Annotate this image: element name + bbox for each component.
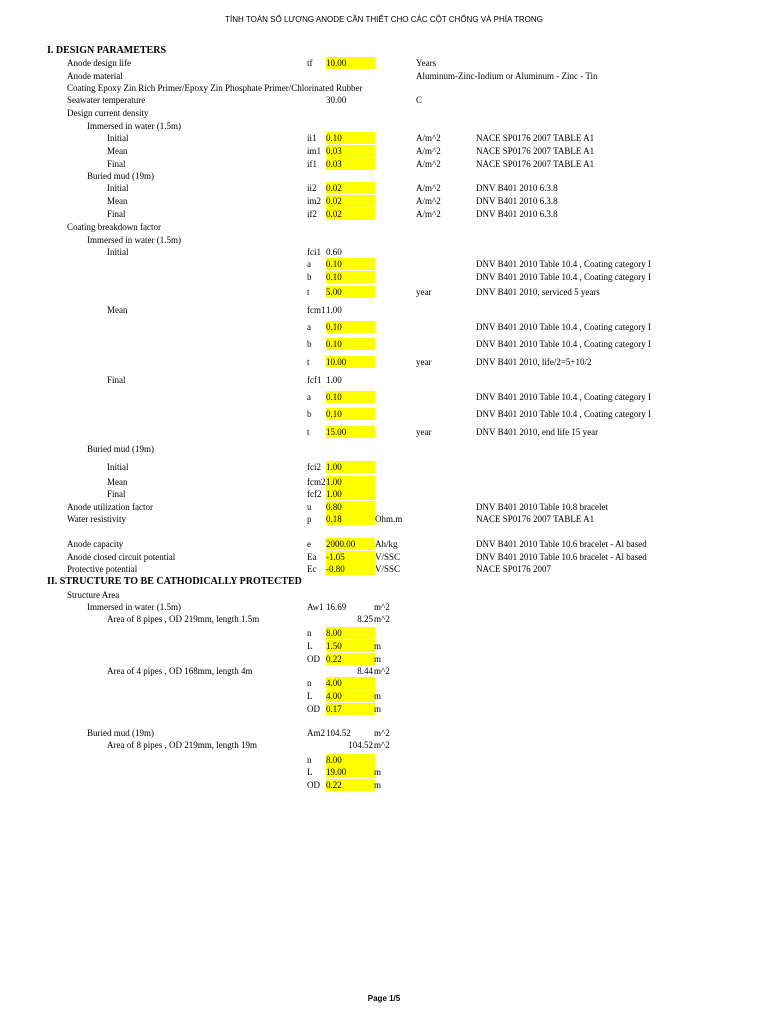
parameter-symbol: L xyxy=(307,691,313,701)
reference-cell: DNV B401 2010 6.3.8 xyxy=(476,196,558,206)
input-value-cell: 0.02 xyxy=(326,208,375,220)
parameter-label: Seawater temperature xyxy=(67,95,146,105)
parameter-row xyxy=(0,221,768,233)
input-value-cell: 4.00 xyxy=(326,677,375,689)
parameter-row xyxy=(0,513,768,525)
input-value-cell: 0.02 xyxy=(326,195,375,207)
parameter-label: Structure Area xyxy=(67,590,120,600)
reference-cell: DNV B401 2010 Table 10.8 bracelet xyxy=(476,502,609,512)
unit-cell: year xyxy=(416,427,432,437)
parameter-label: Immersed in water (1.5m) xyxy=(87,121,181,131)
unit-cell: m xyxy=(374,654,382,664)
input-value-cell: 2000.00 xyxy=(326,538,375,550)
parameter-label: Coating Epoxy Zin Rich Primer/Epoxy Zin Phosphate Primer/Chlorinated Rubber xyxy=(67,83,363,93)
unit-cell: A/m^2 xyxy=(416,146,441,156)
parameter-label: Initial xyxy=(107,133,129,143)
input-value-cell: 10.00 xyxy=(326,356,375,368)
parameter-label: Area of 8 pipes , OD 219mm, length 1.5m xyxy=(107,614,260,624)
input-value-cell: 8.00 xyxy=(326,627,375,639)
parameter-symbol: OD xyxy=(307,654,320,664)
input-value-cell: 1.00 xyxy=(326,461,375,473)
input-value-cell: -1.05 xyxy=(326,551,375,563)
parameter-row xyxy=(0,356,768,368)
parameter-label: Initial xyxy=(107,247,129,257)
section-heading: I. DESIGN PARAMETERS xyxy=(47,45,166,56)
parameter-symbol: t xyxy=(307,427,310,437)
unit-cell: year xyxy=(416,357,432,367)
unit-cell: m^2 xyxy=(374,740,390,750)
unit-cell: m xyxy=(374,641,382,651)
parameter-row xyxy=(0,82,768,94)
parameter-symbol: fcm2 xyxy=(307,477,326,487)
parameter-row xyxy=(0,426,768,438)
parameter-symbol: Aw1 xyxy=(307,602,324,612)
unit-cell: m xyxy=(374,780,382,790)
input-value-cell: 1.00 xyxy=(326,488,375,500)
reference-cell: DNV B401 2010 Table 10.4 , Coating category I xyxy=(476,392,652,402)
parameter-row xyxy=(0,665,768,677)
unit-cell: m^2 xyxy=(374,602,390,612)
input-value-cell: 0.10 xyxy=(326,258,375,270)
reference-cell: NACE SP0176 2007 TABLE A1 xyxy=(476,146,595,156)
reference-cell: DNV B401 2010 Table 10.4 , Coating category I xyxy=(476,272,652,282)
input-value-cell: 0.80 xyxy=(326,501,375,513)
unit-cell: m xyxy=(374,691,382,701)
parameter-row xyxy=(0,321,768,333)
parameter-label: Buried mud (19m) xyxy=(87,728,154,738)
parameter-label: Immersed in water (1.5m) xyxy=(87,602,181,612)
parameter-symbol: a xyxy=(307,322,311,332)
parameter-row xyxy=(0,374,768,386)
input-value-cell: 0.18 xyxy=(326,513,375,525)
input-value-cell: 8.00 xyxy=(326,754,375,766)
computed-value-cell: 104.52 xyxy=(326,728,351,738)
parameter-label: Water resistivity xyxy=(67,514,127,524)
parameter-row xyxy=(0,391,768,403)
parameter-symbol: n xyxy=(307,678,312,688)
parameter-symbol: Ec xyxy=(307,564,317,574)
input-value-cell: 0.10 xyxy=(326,391,375,403)
parameter-label: Mean xyxy=(107,146,128,156)
section-heading-row xyxy=(0,576,768,588)
parameter-symbol: Ea xyxy=(307,552,317,562)
parameter-label: Area of 4 pipes , OD 168mm, length 4m xyxy=(107,666,253,676)
parameter-label: Area of 8 pipes , OD 219mm, length 19m xyxy=(107,740,257,750)
parameter-row xyxy=(0,739,768,751)
unit-cell: m xyxy=(374,767,382,777)
parameter-label: Immersed in water (1.5m) xyxy=(87,235,181,245)
parameter-row xyxy=(0,286,768,298)
reference-cell: DNV B401 2010, end life 15 year xyxy=(476,427,599,437)
parameter-row xyxy=(0,145,768,157)
input-value-cell: 0.03 xyxy=(326,158,375,170)
unit-cell: V/SSC xyxy=(375,564,401,574)
parameter-row xyxy=(0,443,768,455)
parameter-row xyxy=(0,208,768,220)
parameter-row xyxy=(0,488,768,500)
parameter-symbol: t xyxy=(307,357,310,367)
parameter-label: Anode utilization factor xyxy=(67,502,153,512)
input-value-cell: 0.10 xyxy=(326,408,375,420)
parameter-symbol: b xyxy=(307,409,312,419)
input-value-cell: 0.10 xyxy=(326,132,375,144)
parameter-row xyxy=(0,613,768,625)
parameter-row xyxy=(0,653,768,665)
parameter-symbol: u xyxy=(307,502,312,512)
parameter-row xyxy=(0,57,768,69)
parameter-row xyxy=(0,476,768,488)
parameter-label: Coating breakdown factor xyxy=(67,222,161,232)
parameter-symbol: fcf2 xyxy=(307,489,322,499)
parameter-row xyxy=(0,195,768,207)
page-title: TÍNH TOÁN SỐ LƯỢNG ANODE CẦN THIẾT CHO CÁC CỘT CHỐNG VÀ PHÍA TRONG xyxy=(225,15,543,24)
parameter-label: Final xyxy=(107,209,126,219)
parameter-symbol: a xyxy=(307,392,311,402)
parameter-symbol: a xyxy=(307,259,311,269)
parameter-label: Protective potential xyxy=(67,564,138,574)
parameter-row xyxy=(0,754,768,766)
computed-value-cell: 1.00 xyxy=(326,375,342,385)
parameter-label: Final xyxy=(107,489,126,499)
parameter-row xyxy=(0,677,768,689)
parameter-label: Initial xyxy=(107,462,129,472)
parameter-symbol: im2 xyxy=(307,196,322,206)
parameter-row xyxy=(0,538,768,550)
parameter-row xyxy=(0,120,768,132)
unit-cell: Ah/kg xyxy=(375,539,398,549)
parameter-symbol: OD xyxy=(307,704,320,714)
parameter-symbol: e xyxy=(307,539,311,549)
parameter-label: Buried mud (19m) xyxy=(87,171,154,181)
parameter-label: Final xyxy=(107,159,126,169)
computed-value-cell: 8.44 xyxy=(357,666,373,676)
parameter-row xyxy=(0,234,768,246)
unit-cell: Years xyxy=(416,58,437,68)
parameter-label: Anode closed circuit potential xyxy=(67,552,176,562)
computed-value-cell: 104.52 xyxy=(348,740,373,750)
reference-cell: DNV B401 2010 Table 10.6 bracelet - Al based xyxy=(476,539,647,549)
parameter-symbol: if1 xyxy=(307,159,317,169)
reference-cell: DNV B401 2010 Table 10.4 , Coating category I xyxy=(476,409,652,419)
parameter-symbol: fci2 xyxy=(307,462,321,472)
unit-cell: V/SSC xyxy=(375,552,401,562)
unit-cell: A/m^2 xyxy=(416,196,441,206)
parameter-row xyxy=(0,271,768,283)
unit-cell: A/m^2 xyxy=(416,183,441,193)
parameter-symbol: fcm1 xyxy=(307,305,326,315)
reference-cell: DNV B401 2010 Table 10.4 , Coating category I xyxy=(476,322,652,332)
parameter-label: Anode capacity xyxy=(67,539,124,549)
unit-cell: C xyxy=(416,95,423,105)
parameter-symbol: im1 xyxy=(307,146,322,156)
computed-value-cell: 0.60 xyxy=(326,247,342,257)
parameter-row xyxy=(0,551,768,563)
unit-cell: m^2 xyxy=(374,614,390,624)
input-value-cell: 0.22 xyxy=(326,779,375,791)
reference-cell: NACE SP0176 2007 xyxy=(476,564,552,574)
parameter-symbol: b xyxy=(307,339,312,349)
unit-cell: year xyxy=(416,287,432,297)
parameter-row xyxy=(0,690,768,702)
parameter-row xyxy=(0,304,768,316)
parameter-row xyxy=(0,408,768,420)
input-value-cell: 1.50 xyxy=(326,640,375,652)
reference-cell: DNV B401 2010, serviced 5 years xyxy=(476,287,600,297)
parameter-label: Anode design life xyxy=(67,58,131,68)
parameter-row xyxy=(0,727,768,739)
parameter-row xyxy=(0,246,768,258)
parameter-row xyxy=(0,170,768,182)
parameter-row xyxy=(0,703,768,715)
input-value-cell: 10.00 xyxy=(326,57,375,69)
reference-cell: DNV B401 2010 6.3.8 xyxy=(476,209,558,219)
input-value-cell: 0.10 xyxy=(326,338,375,350)
parameter-row xyxy=(0,107,768,119)
input-value-cell: 1.00 xyxy=(326,476,375,488)
parameter-row xyxy=(0,601,768,613)
parameter-symbol: fcf1 xyxy=(307,375,322,385)
parameter-row xyxy=(0,627,768,639)
parameter-symbol: L xyxy=(307,767,313,777)
reference-cell: NACE SP0176 2007 TABLE A1 xyxy=(476,133,595,143)
input-value-cell: 0.10 xyxy=(326,321,375,333)
parameter-row xyxy=(0,132,768,144)
parameter-label: Mean xyxy=(107,477,128,487)
parameter-symbol: p xyxy=(307,514,312,524)
input-value-cell: 0.02 xyxy=(326,182,375,194)
unit-cell: m xyxy=(374,704,382,714)
parameter-label: Initial xyxy=(107,183,129,193)
parameter-row xyxy=(0,70,768,82)
input-value-cell: 0.03 xyxy=(326,145,375,157)
parameter-row xyxy=(0,461,768,473)
parameter-symbol: L xyxy=(307,641,313,651)
parameter-symbol: tf xyxy=(307,58,313,68)
parameter-label: Design current density xyxy=(67,108,149,118)
parameter-symbol: OD xyxy=(307,780,320,790)
input-value-cell: 0.17 xyxy=(326,703,375,715)
unit-cell: Ohm.m xyxy=(375,514,403,524)
input-value-cell: -0.80 xyxy=(326,563,375,575)
parameter-symbol: n xyxy=(307,755,312,765)
parameter-symbol: ii2 xyxy=(307,183,317,193)
parameter-symbol: if2 xyxy=(307,209,317,219)
input-value-cell: 5.00 xyxy=(326,286,375,298)
computed-value-cell: 8.25 xyxy=(357,614,373,624)
reference-cell: DNV B401 2010 6.3.8 xyxy=(476,183,558,193)
parameter-row xyxy=(0,338,768,350)
parameter-symbol: n xyxy=(307,628,312,638)
page-footer: Page 1/5 xyxy=(367,994,401,1003)
parameter-row xyxy=(0,94,768,106)
unit-cell: A/m^2 xyxy=(416,133,441,143)
parameter-row xyxy=(0,640,768,652)
parameter-row xyxy=(0,563,768,575)
section-heading-row xyxy=(0,45,768,57)
unit-cell: m^2 xyxy=(374,666,390,676)
input-value-cell: 0.22 xyxy=(326,653,375,665)
reference-cell: DNV B401 2010 Table 10.4 , Coating category I xyxy=(476,339,652,349)
reference-cell: DNV B401 2010 Table 10.6 bracelet - Al based xyxy=(476,552,647,562)
reference-cell: DNV B401 2010, life/2=5+10/2 xyxy=(476,357,592,367)
parameter-row xyxy=(0,182,768,194)
parameter-label: Anode material xyxy=(67,71,123,81)
parameter-row xyxy=(0,779,768,791)
reference-cell: NACE SP0176 2007 TABLE A1 xyxy=(476,514,595,524)
input-value-cell: 19.00 xyxy=(326,766,375,778)
parameter-label: Final xyxy=(107,375,126,385)
parameter-label: Mean xyxy=(107,305,128,315)
reference-cell: NACE SP0176 2007 TABLE A1 xyxy=(476,159,595,169)
computed-value-cell: 1.00 xyxy=(326,305,342,315)
reference-cell: DNV B401 2010 Table 10.4 , Coating category I xyxy=(476,259,652,269)
parameter-symbol: ii1 xyxy=(307,133,317,143)
input-value-cell: 0.10 xyxy=(326,271,375,283)
parameter-row xyxy=(0,258,768,270)
input-value-cell: 4.00 xyxy=(326,690,375,702)
unit-cell: m^2 xyxy=(374,728,390,738)
computed-value-cell: 30.00 xyxy=(326,95,347,105)
parameter-label: Mean xyxy=(107,196,128,206)
parameter-row xyxy=(0,766,768,778)
input-value-cell: 15.00 xyxy=(326,426,375,438)
computed-value-cell: 16.69 xyxy=(326,602,347,612)
parameter-symbol: b xyxy=(307,272,312,282)
parameter-row xyxy=(0,589,768,601)
parameter-symbol: Am2 xyxy=(307,728,325,738)
unit-cell: Aluminum-Zinc-Indium or Aluminum - Zinc - Tin xyxy=(416,71,598,81)
section-heading: II. STRUCTURE TO BE CATHODICALLY PROTECTED xyxy=(47,576,302,587)
unit-cell: A/m^2 xyxy=(416,209,441,219)
parameter-symbol: t xyxy=(307,287,310,297)
parameter-row xyxy=(0,501,768,513)
parameter-row xyxy=(0,158,768,170)
unit-cell: A/m^2 xyxy=(416,159,441,169)
parameter-label: Buried mud (19m) xyxy=(87,444,154,454)
parameter-symbol: fci1 xyxy=(307,247,321,257)
